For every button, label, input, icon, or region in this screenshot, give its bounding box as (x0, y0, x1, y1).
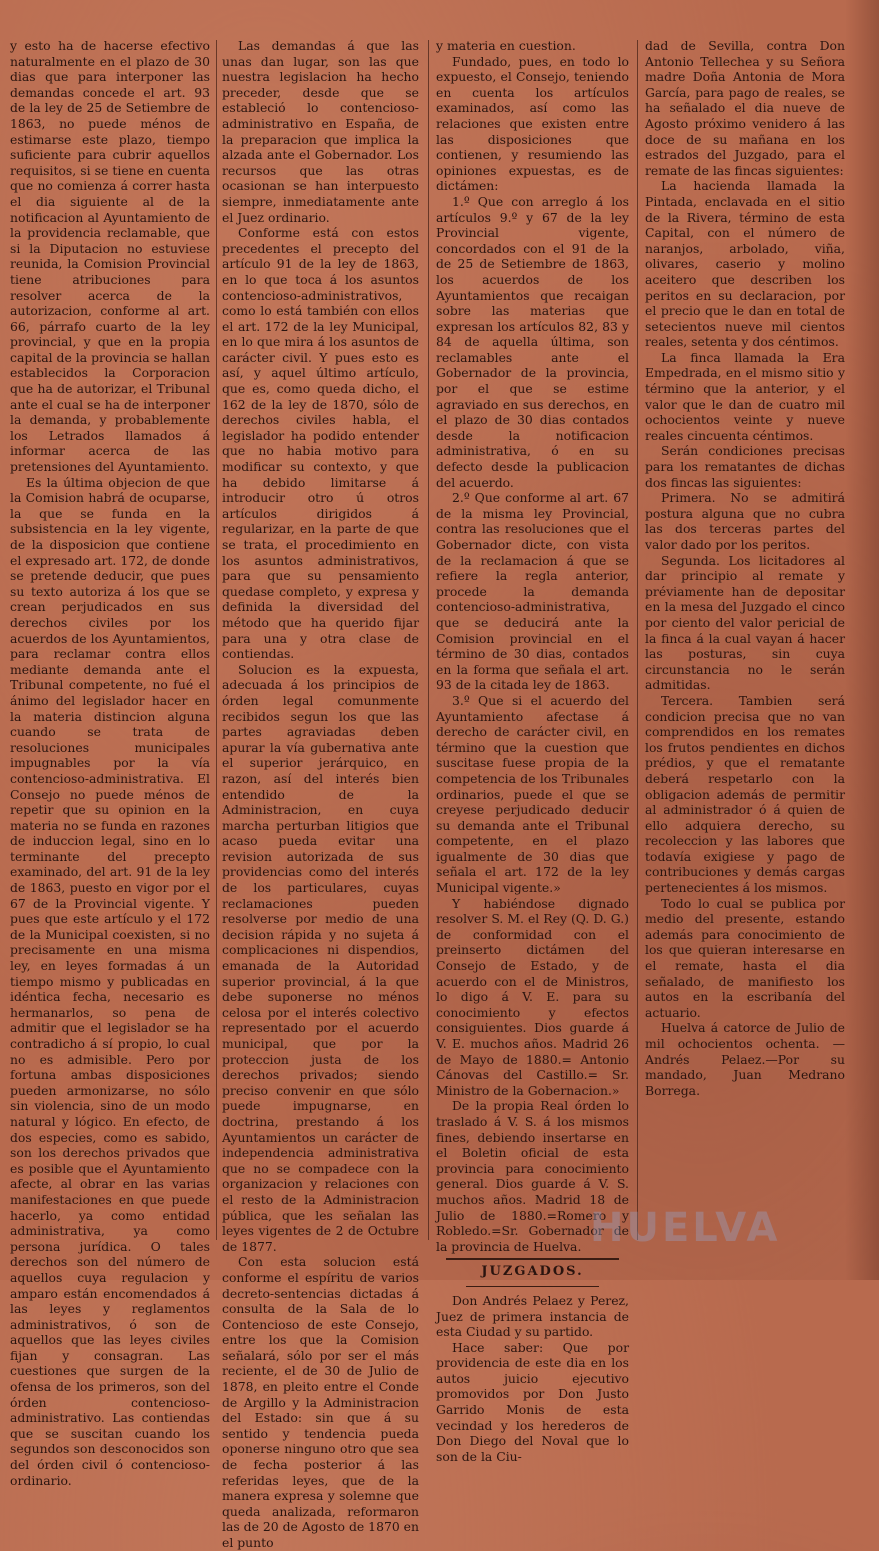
column-divider (637, 40, 638, 1240)
paragraph: Primera. No se admitirá postura alguna que no cubra las dos terceras partes del valor dado por los peritos. (645, 490, 845, 552)
column-2 (222, 38, 419, 1550)
paragraph: Hace saber: Que por providencia de este dia en los autos juicio ejecutivo promovidos por Don Justo Garrido Monis de esta vecindad y los herederos de Don Diego del Noval que lo son de la Ciu- (436, 1339, 629, 1464)
section-rule (466, 1286, 599, 1287)
column-4 (645, 38, 845, 1253)
column-1 (10, 38, 211, 1488)
column-3 (436, 38, 629, 1464)
paragraph: De la propia Real órden lo traslado á V. S. á los mismos fines, debiendo insertarse en el Boletin oficial de esta provincia para conocimiento general. Dios guarde á V. S. muchos años. Madrid 18 de Julio de 1880.=Romero y Robledo.=Sr. Gobernador de la provincia de Huelva. (436, 1098, 629, 1254)
paragraph: dad de Sevilla, contra Don Antonio Tellechea y su Señora madre Doña Antonia de Mora García, para pago de reales, se ha señalado el dia nueve de Agosto próximo venidero á las doce de su mañana en los estrados del Juzgado, para el remate de las fincas siguientes: (645, 38, 845, 178)
paragraph: Fundado, pues, en todo lo expuesto, el Consejo, teniendo en cuenta los artículos examinados, así como las relaciones que existen entre las disposiciones que contienen, y resumiendo las opiniones expuestas, es de dictámen: (436, 53, 629, 194)
paragraph: Conforme está con estos precedentes el precepto del artículo 91 de la ley de 1863, en lo que toca á los asuntos contencioso-administrativos, como lo está también con ellos el art. 172 de la ley Municipal, en lo que mira á los asuntos de carácter civil. Y pues esto es así, y aquel último artículo, que es, como queda dicho, el 162 de la ley de 1870, sólo de derechos civiles habla, el legislador ha podido entender que no habia motivo para modificar su contexto, y que ha debido limitarse á introducir otro ú otros artículos dirigidos á regularizar, en la parte de que se trata, el procedimiento en los asuntos administrativos, para que su pensamiento quedase completo, y expresa y definida la diversidad del método que ha querido fijar para una y otra clase de contiendas. (222, 225, 419, 662)
column-divider (428, 40, 429, 1240)
paragraph: Es la última objecion de que la Comision habrá de ocuparse, la que se funda en la subsistencia en la ley vigente, de la disposicion que contiene el expresado art. 172, de donde se pretende deducir, que pues su texto autoriza á los que se crean perjudicados en sus derechos civiles por los acuerdos de los Ayuntamientos, para reclamar contra ellos mediante demanda ante el Tribunal competente, no fué el ánimo del legislador hacer en la materia distincion alguna cuando se trata de resoluciones municipales impugnables por la vía contencioso-administrativa. El Consejo no puede ménos de repetir que su opinion en la materia no se funda en razones de induccion legal, sino en lo terminante del precepto examinado, del art. 91 de la ley de 1863, puesto en vigor por el 67 de la Provincial vigente. Y pues que este artículo y el 172 de la Municipal coexisten, si no precisamente en una misma ley, en leyes formadas á un tiempo mismo y publicadas en idéntica fecha, necesario es hermanarlos, so pena de admitir que el legislador se ha contradicho á sí propio, lo cual no es admisible. Pero por fortuna ambas disposiciones pueden armonizarse, no sólo sin violencia, sino de un modo natural y lógico. En efecto, de dos especies, como es sabido, son los derechos privados que es posible que el Ayuntamiento afecte, al obrar en las varias manifestaciones en que puede hacerlo, ya como entidad administrativa, ya como persona jurídica. O tales derechos son del número de aquellos cuya regulacion y amparo están encomendados á las leyes y reglamentos administrativos, ó son de aquellos que las leyes civiles fijan y consagran. Las cuestiones que surgen de la ofensa de los primeros, son del órden contencioso-administrativo. Las contiendas que se suscitan cuando los segundos son desconocidos son del órden civil ó contencioso-ordinario. (10, 474, 210, 1488)
paragraph: Y habiéndose dignado resolver S. M. el Rey (Q. D. G.) de conformidad con el preinserto dictámen del Consejo de Estado, y de acuerdo con el de Ministros, lo digo á V. E. para su conocimiento y efectos consiguientes. Dios guarde á V. E. muchos años. Madrid 26 de Mayo de 1880.= Antonio Cánovas del Castillo.= Sr. Ministro de la Gobernacion.» (436, 895, 629, 1098)
paragraph: Las demandas á que las unas dan lugar, son las que nuestra legislacion ha hecho preceder, desde que se estableció lo contencioso-administrativo en España, de la preparacion que implica la alzada ante el Gobernador. Los recursos que las otras ocasionan se han interpuesto siempre, inmediatamente ante el Juez ordinario. (222, 38, 419, 225)
paragraph: Todo lo cual se publica por medio del presente, estando además para conocimiento de los que quieran interesarse en el remate, hasta el dia señalado, de manifiesto los autos en la escribanía del actuario. (645, 895, 845, 1020)
section-rule (446, 1258, 619, 1260)
paragraph: 1.º Que con arreglo á los artículos 9.º y 67 de la ley Provincial vigente, concordados con el 91 de la de 25 de Setiembre de 1863, los acuerdos de los Ayuntamientos que recaigan sobre las materias que expresan los artículos 82, 83 y 84 de aquella última, son reclamables ante el Gobernador de la provincia, por el que se estime agraviado en sus derechos, en el plazo de 30 dias contados desde la notificacion administrativa, ó en su defecto desde la publicacion del acuerdo. (436, 193, 629, 490)
paragraph: Don Andrés Pelaez y Perez, Juez de primera instancia de esta Ciudad y su partido. (436, 1292, 629, 1340)
paragraph: 3.º Que si el acuerdo del Ayuntamiento afectase á derecho de carácter civil, en término que la cuestion que suscitase fuese propia de la competencia de los Tribunales ordinarios, puede el que se creyese perjudicado deducir su demanda ante el Tribunal competente, en el plazo igualmente de 30 dias que señala el art. 172 de la ley Municipal vigente.» (436, 692, 629, 896)
paragraph: La hacienda llamada la Pintada, enclavada en el sitio de la Rivera, término de esta Capital, con el número de naranjos, arbolado, viña, olivares, caserio y molino aceitero que describen los peritos en su declaracion, por el precio que le dan en total de setecientos nueve mil cientos reales, setenta y dos céntimos. (645, 178, 845, 350)
paragraph: Tercera. Tambien será condicion precisa que no van comprendidos en los remates los frutos pendientes en dichos prédios, y que el rematante deberá respetarlo con la obligacion además de permitir al administrador ó á quien de ello adquiera derecho, su recoleccion y las labores que todavía exigiese y pago de contribuciones y demás cargas pertenecientes á los mismos. (645, 692, 845, 896)
archive-watermark: HUELVA (590, 1205, 781, 1251)
paragraph: y materia en cuestion. (436, 38, 576, 53)
paragraph: Segunda. Los licitadores al dar principio al remate y préviamente han de depositar en la mesa del Juzgado el cinco por ciento del valor pericial de la finca á la cual vayan á hacer las posturas, sin cuya circunstancia no le serán admitidas. (645, 552, 845, 693)
paragraph: y esto ha de hacerse efectivo naturalmente en el plazo de 30 dias que para interponer las demandas concede el art. 93 de la ley de 25 de Setiembre de 1863, no puede ménos de estimarse este plazo, tiempo suficiente para cubrir aquellos requisitos, si se tiene en cuenta que no comienza á correr hasta el dia siguiente al de la notificacion al Ayuntamiento de la providencia reclamable, que si la Diputacion no estuviese reunida, la Comision Provincial tiene atribuciones para resolver acerca de la autorizacion, conforme al art. 66, párrafo cuarto de la ley provincial, y que en la propia capital de la provincia se hallan establecidos la Corporacion que ha de autorizar, el Tribunal ante el cual se ha de interponer la demanda, y probablemente los Letrados llamados á informar acerca de las pretensiones del Ayuntamiento. (10, 38, 211, 475)
paragraph: Solucion es la expuesta, adecuada á los principios de órden legal comunmente recibidos segun los que las partes agraviadas deben apurar la vía gubernativa ante el superior jerárquico, en razon, así del interés bien entendido de la Administracion, en cuya marcha perturban litigios que acaso pueda evitar una revision autorizada de sus providencias como del interés de los particulares, cuyas reclamaciones pueden resolverse por medio de una decision rápida y no sujeta á complicaciones ni dispendios, emanada de la Autoridad superior provincial, á la que debe suponerse no ménos celosa por el interés colectivo representado por el acuerdo municipal, que por la proteccion justa de los derechos privados; siendo preciso convenir en que sólo puede impugnarse, en doctrina, prestando á los Ayuntamientos un carácter de independencia administrativa que no se compadece con la organizacion y relaciones con el resto de la Administracion pública, que les señalan las leyes vigentes de 2 de Octubre de 1877. (222, 661, 419, 1254)
paragraph: 2.º Que conforme al art. 67 de la misma ley Provincial, contra las resoluciones que el Gobernador dicte, con vista de la reclamacion á que se refiere la regla anterior, procede la demanda contencioso-administrativa, que se deducirá ante la Comision provincial en el término de 30 dias, contados en la forma que señala el art. 93 de la citada ley de 1863. (436, 490, 629, 693)
paragraph: Huelva á catorce de Julio de mil ochocientos ochenta. —Andrés Pelaez.—Por su mandado, Juan Medrano Borrega. (645, 1020, 845, 1098)
section-heading: JUZGADOS. (481, 1264, 584, 1280)
paragraph: La finca llamada la Era Empedrada, en el mismo sitio y término que la anterior, y el valor que le dan de cuatro mil ochocientos veinte y nueve reales cincuenta céntimos. (645, 349, 845, 443)
paragraph: Con esta solucion está conforme el espíritu de varios decreto-sentencias dictadas á consulta de la Sala de lo Contencioso de este Consejo, entre los que la Comision señalará, sólo por ser el más reciente, el de 30 de Julio de 1878, en pleito entre el Conde de Argillo y la Administracion del Estado: sin que á su sentido y tendencia pueda oponerse ninguno otro que sea de fecha posterior á las referidas leyes, que de la manera expresa y solemne que queda analizada, reformaron las de 20 de Agosto de 1870 en el punto (222, 1254, 419, 1550)
column-divider (216, 40, 217, 1240)
paragraph: Serán condiciones precisas para los rematantes de dichas dos fincas las siguientes: (645, 443, 845, 490)
page-edge-shadow (845, 0, 879, 1280)
